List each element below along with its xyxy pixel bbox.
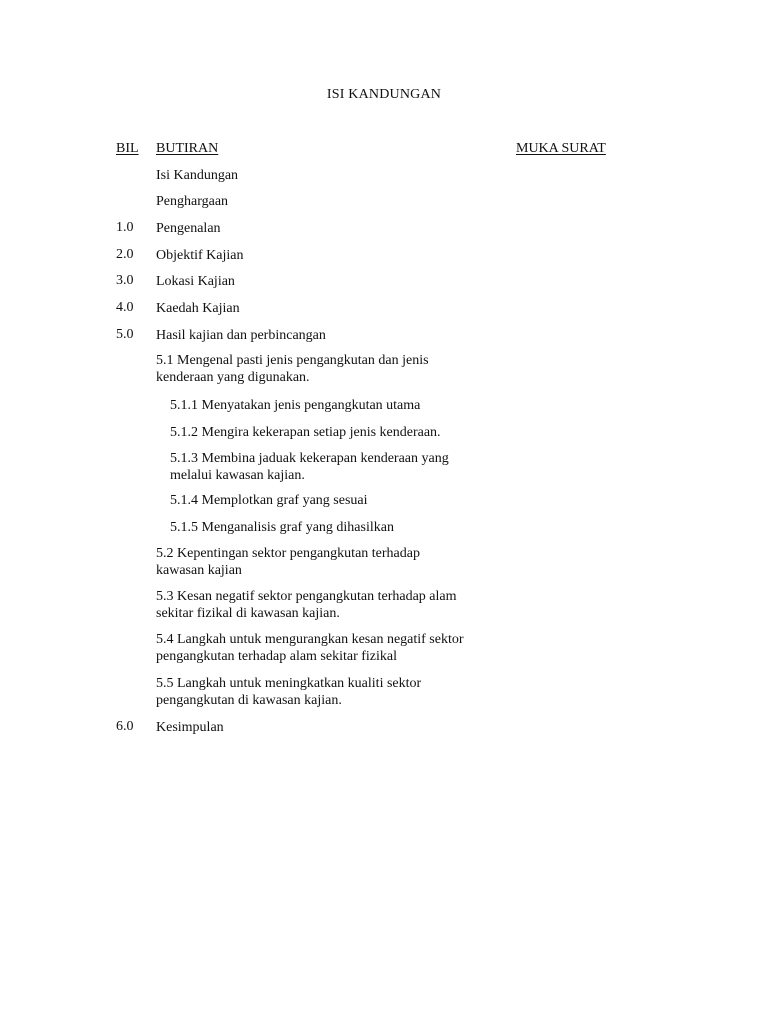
toc-entry-number: 6.0 [116, 719, 134, 734]
toc-entry-number: 4.0 [116, 300, 134, 315]
toc-entry-text: Objektif Kajian [156, 248, 244, 263]
toc-entry-text: 5.2 Kepentingan sektor pengangkutan terhadap kawasan kajian [156, 546, 420, 578]
toc-entry-text: 5.3 Kesan negatif sektor pengangkutan terhadap alam sekitar fizikal di kawasan kajian. [156, 589, 457, 621]
column-header-muka-surat: MUKA SURAT [516, 141, 606, 156]
toc-entry-text: Hasil kajian dan perbincangan [156, 328, 326, 343]
toc-entry-number: 1.0 [116, 220, 134, 235]
toc-entry-number: 5.0 [116, 327, 134, 342]
toc-entry-text: 5.5 Langkah untuk meningkatkan kualiti sektor pengangkutan di kawasan kajian. [156, 676, 422, 708]
toc-entry-text: 5.1 Mengenal pasti jenis pengangkutan dan jenis kenderaan yang digunakan. [156, 353, 429, 385]
toc-entry-text: Kesimpulan [156, 720, 224, 735]
toc-entry-text: 5.1.2 Mengira kekerapan setiap jenis kenderaan. [170, 425, 441, 440]
toc-entry-text: Lokasi Kajian [156, 274, 235, 289]
toc-entry-text: 5.4 Langkah untuk mengurangkan kesan negatif sektor pengangkutan terhadap alam sekitar fizikal [156, 632, 464, 664]
toc-entry-number: 2.0 [116, 247, 134, 262]
toc-entry-text: Penghargaan [156, 194, 229, 209]
page-title: ISI KANDUNGAN [326, 87, 442, 102]
toc-entry-text: 5.1.1 Menyatakan jenis pengangkutan utama [170, 398, 421, 413]
column-header-butiran: BUTIRAN [156, 141, 219, 156]
toc-entry-text: 5.1.3 Membina jaduak kekerapan kenderaan yang melalui kawasan kajian. [170, 451, 449, 483]
toc-entry-text: Isi Kandungan [156, 168, 239, 183]
toc-entry-number: 3.0 [116, 273, 134, 288]
toc-entry-text: 5.1.5 Menganalisis graf yang dihasilkan [170, 520, 394, 535]
toc-entry-text: 5.1.4 Memplotkan graf yang sesuai [170, 493, 368, 508]
column-header-bil: BIL [116, 141, 139, 156]
toc-entry-text: Kaedah Kajian [156, 301, 240, 316]
toc-entry-text: Pengenalan [156, 221, 221, 236]
